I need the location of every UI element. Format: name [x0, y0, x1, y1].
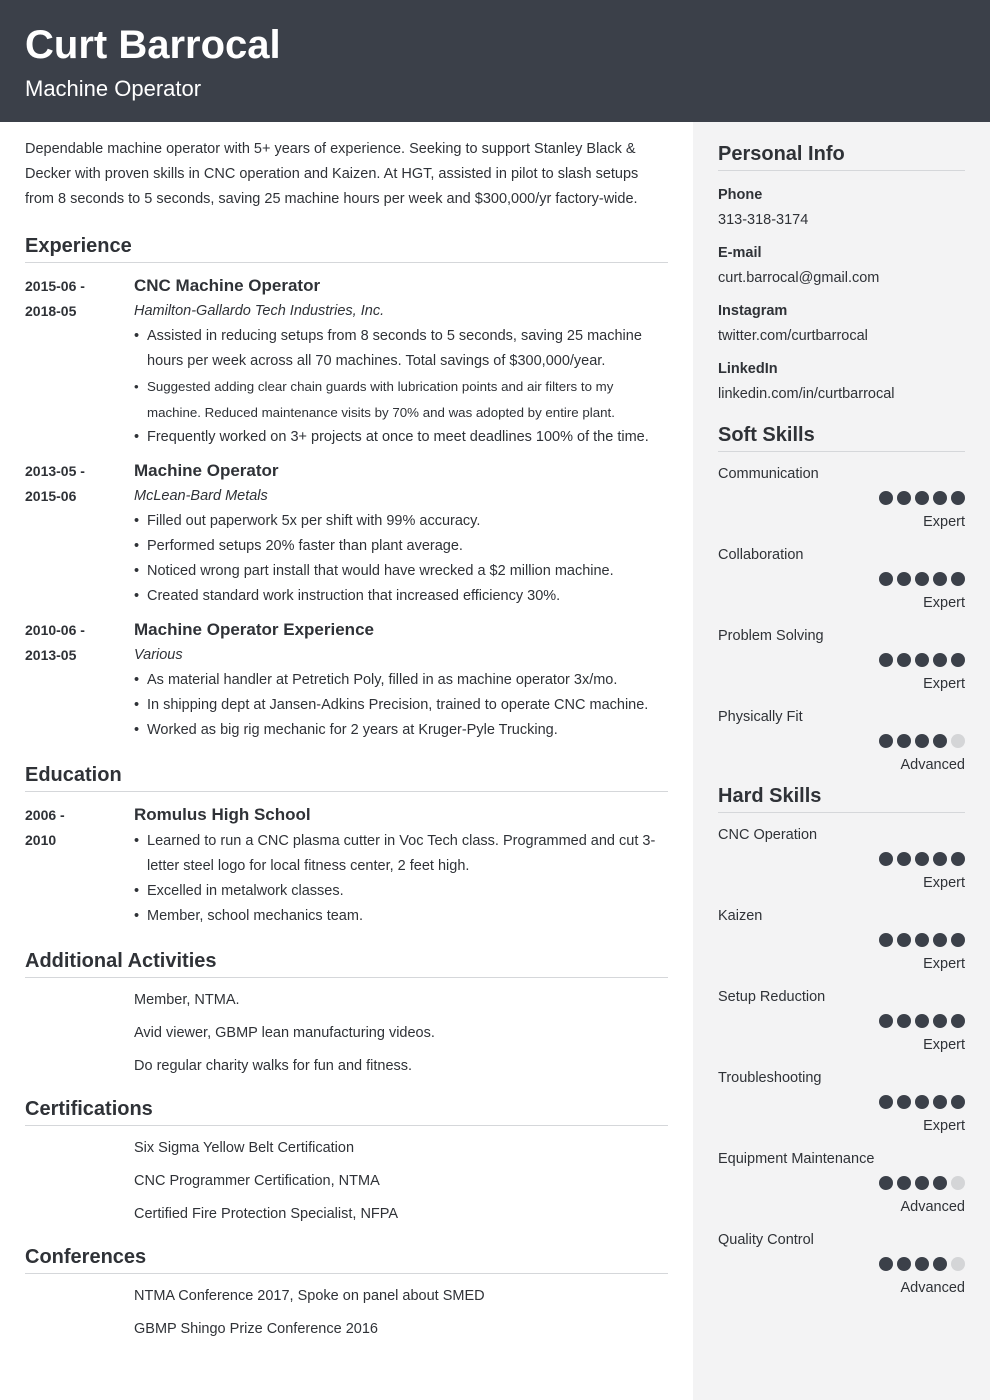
- end-date: 2015-06: [25, 488, 77, 504]
- start-date: 2006 -: [25, 807, 65, 823]
- rating-dot-filled-icon: [879, 491, 893, 505]
- activities-heading: Additional Activities: [25, 949, 668, 978]
- job-title: CNC Machine Operator: [134, 276, 321, 295]
- skill-row: [718, 705, 965, 786]
- company-name: Various: [134, 647, 183, 663]
- rating-dot-filled-icon: [897, 1014, 911, 1028]
- skill-name: Kaizen: [718, 908, 763, 924]
- phone-label: Phone: [718, 187, 763, 203]
- candidate-name: Curt Barrocal: [25, 23, 281, 67]
- rating-dot-filled-icon: [897, 734, 911, 748]
- linkedin-value: linkedin.com/in/curtbarrocal: [718, 386, 895, 402]
- rating-dot-filled-icon: [915, 572, 929, 586]
- bullet-list: [134, 829, 668, 929]
- bullet: • Noticed wrong part install that would have wrecked a $2 million machine.: [134, 559, 668, 584]
- skill-rating: [879, 933, 965, 947]
- rating-dot-filled-icon: [933, 1014, 947, 1028]
- bullet: • Worked as big rig mechanic for 2 years at Kruger-Pyle Trucking.: [134, 718, 668, 743]
- hard-skills-list: [718, 823, 965, 1309]
- start-date: 2013-05 -: [25, 463, 85, 479]
- rating-dot-filled-icon: [879, 933, 893, 947]
- skill-level: Advanced: [900, 1280, 965, 1296]
- rating-dot-filled-icon: [951, 1095, 965, 1109]
- main-column: [25, 122, 668, 1346]
- bullet: • As material handler at Petretich Poly, filled in as machine operator 3x/mo.: [134, 668, 668, 693]
- rating-dot-filled-icon: [933, 1257, 947, 1271]
- rating-dot-filled-icon: [897, 1176, 911, 1190]
- education-entry: [25, 803, 668, 929]
- soft-skills-list: [718, 462, 965, 786]
- soft-skills-heading: Soft Skills: [718, 423, 965, 452]
- skill-rating: [879, 653, 965, 667]
- experience-entry: [25, 274, 668, 450]
- skill-row: [718, 1228, 965, 1309]
- rating-dot-filled-icon: [915, 1257, 929, 1271]
- bullet: • Excelled in metalwork classes.: [134, 879, 668, 904]
- candidate-title: Machine Operator: [25, 76, 202, 101]
- rating-dot-filled-icon: [897, 933, 911, 947]
- end-date: 2018-05: [25, 303, 77, 319]
- conferences-heading: Conferences: [25, 1245, 668, 1274]
- rating-dot-filled-icon: [915, 933, 929, 947]
- rating-dot-filled-icon: [915, 734, 929, 748]
- rating-dot-filled-icon: [879, 1014, 893, 1028]
- rating-dot-filled-icon: [933, 653, 947, 667]
- rating-dot-filled-icon: [879, 1095, 893, 1109]
- rating-dot-filled-icon: [933, 734, 947, 748]
- rating-dot-filled-icon: [933, 491, 947, 505]
- bullet: • Filled out paperwork 5x per shift with 99% accuracy.: [134, 509, 668, 534]
- rating-dot-filled-icon: [933, 1176, 947, 1190]
- end-date: 2013-05: [25, 647, 77, 663]
- end-date: 2010: [25, 832, 57, 848]
- rating-dot-filled-icon: [951, 572, 965, 586]
- rating-dot-filled-icon: [933, 572, 947, 586]
- company-name: Hamilton-Gallardo Tech Industries, Inc.: [134, 303, 385, 319]
- bullet: • Frequently worked on 3+ projects at once to meet deadlines 100% of the time.: [134, 425, 668, 450]
- rating-dot-filled-icon: [951, 491, 965, 505]
- certification-item: Certified Fire Protection Specialist, NFPA: [134, 1206, 399, 1222]
- skill-rating: [879, 852, 965, 866]
- skill-name: Setup Reduction: [718, 989, 826, 1005]
- activities-list: [25, 984, 668, 1083]
- activity-item: Do regular charity walks for fun and fitness.: [134, 1058, 413, 1074]
- summary: Dependable machine operator with 5+ years of experience. Seeking to support Stanley Black & Decker with proven skills in CNC operation and Kaizen. At HGT, assisted in pilot to slash setups from 8 seconds to 5 seconds, saving 25 machine hours per week and $300,000/yr factory-wide.: [25, 141, 639, 207]
- personal-info-heading: Personal Info: [718, 142, 965, 171]
- rating-dot-filled-icon: [879, 653, 893, 667]
- skill-rating: [879, 1257, 965, 1271]
- bullet: • Performed setups 20% faster than plant average.: [134, 534, 668, 559]
- rating-dot-filled-icon: [879, 852, 893, 866]
- rating-dot-filled-icon: [879, 1257, 893, 1271]
- rating-dot-filled-icon: [897, 572, 911, 586]
- skill-row: [718, 1147, 965, 1228]
- activity-item: Member, NTMA.: [134, 992, 240, 1008]
- bullet: • Suggested adding clear chain guards with lubrication points and air filters to my machine. Reduced maintenance visits by 70% and was adopted by entire plant.: [134, 374, 668, 425]
- hard-skills-heading: Hard Skills: [718, 784, 965, 813]
- start-date: 2015-06 -: [25, 278, 85, 294]
- skill-level: Expert: [923, 676, 965, 692]
- certifications-heading: Certifications: [25, 1097, 668, 1126]
- certifications-list: [25, 1132, 668, 1231]
- rating-dot-filled-icon: [933, 1095, 947, 1109]
- rating-dot-filled-icon: [915, 653, 929, 667]
- skill-rating: [879, 1014, 965, 1028]
- rating-dot-empty-icon: [951, 1257, 965, 1271]
- conference-item: GBMP Shingo Prize Conference 2016: [134, 1321, 378, 1337]
- skill-level: Expert: [923, 1037, 965, 1053]
- email-label: E-mail: [718, 245, 762, 261]
- skill-rating: [879, 491, 965, 505]
- rating-dot-filled-icon: [897, 653, 911, 667]
- education-heading: Education: [25, 763, 668, 792]
- start-date: 2010-06 -: [25, 622, 85, 638]
- bullet-list: [134, 509, 668, 609]
- bullet-list: [134, 668, 668, 743]
- rating-dot-filled-icon: [951, 1014, 965, 1028]
- rating-dot-filled-icon: [915, 491, 929, 505]
- skill-name: CNC Operation: [718, 827, 818, 843]
- skill-name: Problem Solving: [718, 628, 824, 644]
- bullet-list: [134, 324, 668, 450]
- skill-rating: [879, 1176, 965, 1190]
- skill-rating: [879, 572, 965, 586]
- skill-name: Quality Control: [718, 1232, 814, 1248]
- linkedin-label: LinkedIn: [718, 361, 778, 377]
- sidebar: [693, 122, 990, 1400]
- bullet: • Member, school mechanics team.: [134, 904, 668, 929]
- bullet: • In shipping dept at Jansen-Adkins Precision, trained to operate CNC machine.: [134, 693, 668, 718]
- skill-rating: [879, 734, 965, 748]
- skill-row: [718, 985, 965, 1066]
- rating-dot-filled-icon: [897, 1095, 911, 1109]
- entry-dates: [25, 803, 125, 853]
- skill-name: Communication: [718, 466, 819, 482]
- conference-item: NTMA Conference 2017, Spoke on panel about SMED: [134, 1288, 485, 1304]
- skill-level: Expert: [923, 956, 965, 972]
- rating-dot-filled-icon: [879, 1176, 893, 1190]
- activity-item: Avid viewer, GBMP lean manufacturing videos.: [134, 1025, 435, 1041]
- certification-item: Six Sigma Yellow Belt Certification: [134, 1140, 355, 1156]
- resume-header: [0, 0, 990, 122]
- school-name: Romulus High School: [134, 805, 311, 824]
- skill-name: Collaboration: [718, 547, 804, 563]
- rating-dot-empty-icon: [951, 734, 965, 748]
- skill-row: [718, 624, 965, 705]
- rating-dot-filled-icon: [897, 852, 911, 866]
- skill-level: Expert: [923, 595, 965, 611]
- skill-row: [718, 462, 965, 543]
- job-title: Machine Operator Experience: [134, 620, 374, 639]
- rating-dot-filled-icon: [951, 933, 965, 947]
- rating-dot-filled-icon: [915, 1014, 929, 1028]
- rating-dot-filled-icon: [915, 1095, 929, 1109]
- instagram-value: twitter.com/curtbarrocal: [718, 328, 868, 344]
- skill-row: [718, 823, 965, 904]
- experience-entry: [25, 618, 668, 743]
- rating-dot-filled-icon: [951, 653, 965, 667]
- rating-dot-filled-icon: [897, 491, 911, 505]
- skill-level: Expert: [923, 1118, 965, 1134]
- personal-info: [718, 183, 965, 407]
- certification-item: CNC Programmer Certification, NTMA: [134, 1173, 380, 1189]
- job-title: Machine Operator: [134, 461, 279, 480]
- company-name: McLean-Bard Metals: [134, 488, 268, 504]
- skill-name: Physically Fit: [718, 709, 803, 725]
- conferences-list: [25, 1280, 668, 1346]
- experience-entry: [25, 459, 668, 609]
- rating-dot-filled-icon: [897, 1257, 911, 1271]
- email-value: curt.barrocal@gmail.com: [718, 270, 880, 286]
- rating-dot-filled-icon: [915, 1176, 929, 1190]
- rating-dot-empty-icon: [951, 1176, 965, 1190]
- rating-dot-filled-icon: [915, 852, 929, 866]
- skill-row: [718, 904, 965, 985]
- skill-level: Expert: [923, 514, 965, 530]
- rating-dot-filled-icon: [951, 852, 965, 866]
- rating-dot-filled-icon: [879, 572, 893, 586]
- skill-rating: [879, 1095, 965, 1109]
- bullet: • Assisted in reducing setups from 8 seconds to 5 seconds, saving 25 machine hours per week across all 70 machines. Total savings of $300,000/year.: [134, 324, 668, 374]
- instagram-label: Instagram: [718, 303, 788, 319]
- entry-dates: [25, 274, 125, 324]
- skill-level: Advanced: [900, 757, 965, 773]
- phone-value: 313-318-3174: [718, 212, 809, 228]
- skill-name: Troubleshooting: [718, 1070, 822, 1086]
- rating-dot-filled-icon: [933, 852, 947, 866]
- rating-dot-filled-icon: [933, 933, 947, 947]
- entry-dates: [25, 459, 125, 509]
- skill-level: Expert: [923, 875, 965, 891]
- entry-dates: [25, 618, 125, 668]
- skill-row: [718, 543, 965, 624]
- skill-level: Advanced: [900, 1199, 965, 1215]
- skill-name: Equipment Maintenance: [718, 1151, 875, 1167]
- experience-heading: Experience: [25, 234, 668, 263]
- bullet: • Learned to run a CNC plasma cutter in Voc Tech class. Programmed and cut 3-letter steel logo for local fitness center, 2 feet high.: [134, 829, 668, 879]
- skill-row: [718, 1066, 965, 1147]
- rating-dot-filled-icon: [879, 734, 893, 748]
- bullet: • Created standard work instruction that increased efficiency 30%.: [134, 584, 668, 609]
